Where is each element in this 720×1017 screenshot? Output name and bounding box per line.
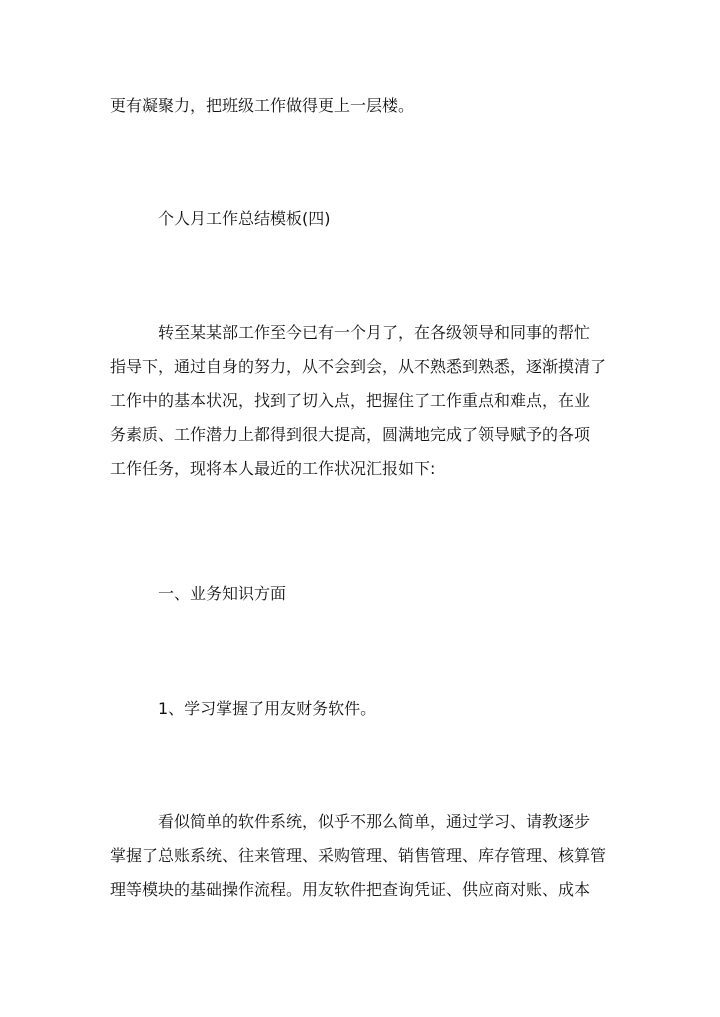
paragraph-2-line-3: 理等模块的基础操作流程。用友软件把查询凭证、供应商对账、成本 [110,880,591,899]
text-line-continuation: 更有凝聚力，把班级工作做得更上一层楼。 [110,96,415,115]
paragraph-1-line-3: 工作中的基本状况，找到了切入点，把握住了工作重点和难点，在业 [110,391,591,410]
paragraph-1-line-4: 务素质、工作潜力上都得到很大提高，圆满地完成了领导赋予的各项 [110,425,591,444]
paragraph-1-line-1: 转至某某部工作至今已有一个月了，在各级领导和同事的帮忙 [158,323,591,342]
paragraph-1-line-2: 指导下，通过自身的努力，从不会到会，从不熟悉到熟悉，逐渐摸清了 [110,357,607,376]
section-title-template-four: 个人月工作总结模板(四) [158,209,331,228]
paragraph-1-line-5: 工作任务，现将本人最近的工作状况汇报如下: [110,459,436,478]
paragraph-2-line-2: 掌握了总账系统、往来管理、采购管理、销售管理、库存管理、核算管 [110,846,607,865]
subsection-heading-ufida-software: 1、学习掌握了用友财务软件。 [158,699,377,718]
section-heading-business-knowledge: 一、业务知识方面 [158,584,287,603]
paragraph-2-line-1: 看似简单的软件系统，似乎不那么简单，通过学习、请教逐步 [158,812,591,831]
